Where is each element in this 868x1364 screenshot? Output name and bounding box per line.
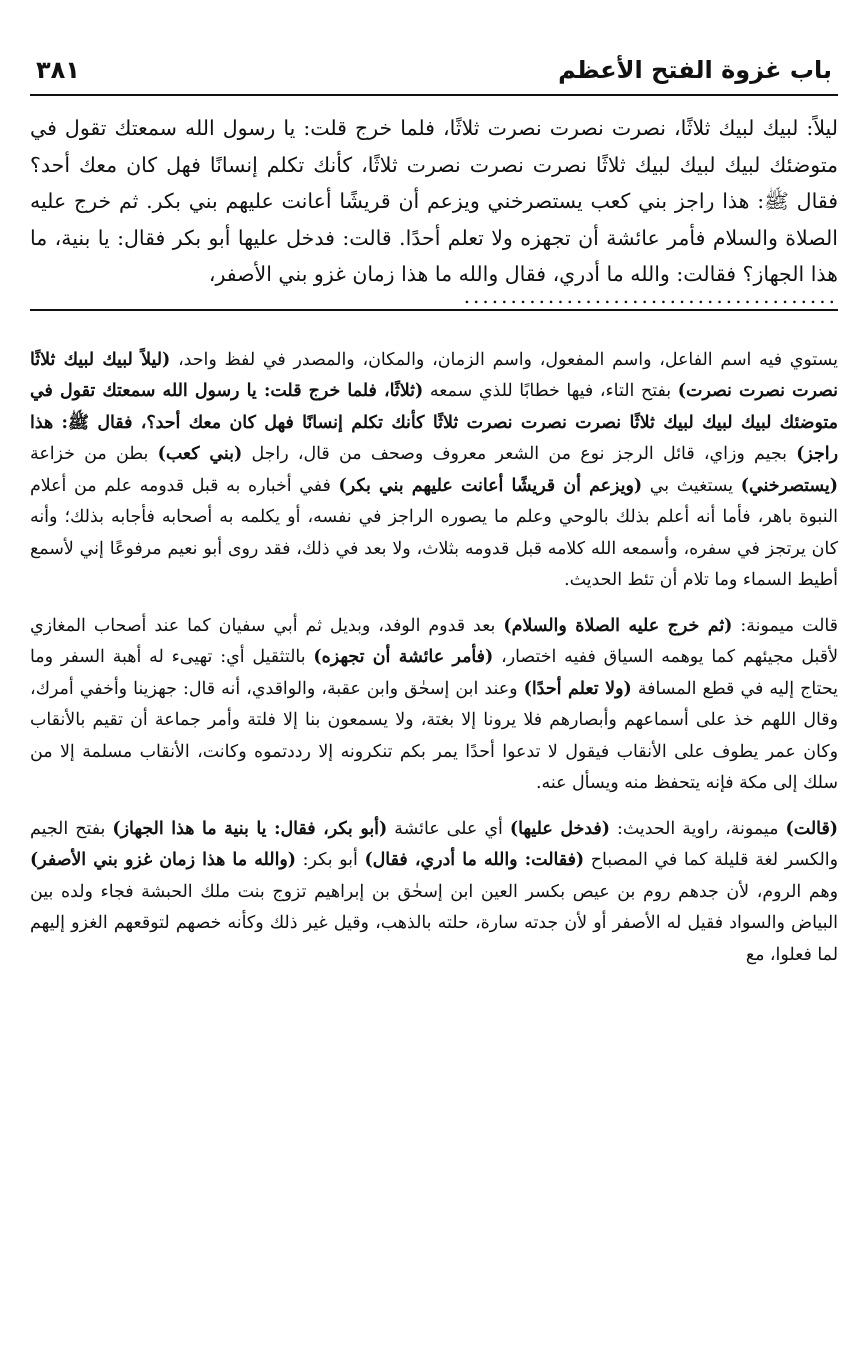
quoted-matn-segment: (ويزعم أن قريشًا أعانت عليهم بني بكر) bbox=[338, 475, 643, 496]
commentary-paragraph bbox=[30, 814, 838, 972]
quoted-matn-segment: (ولا تعلم أحدًا) bbox=[523, 678, 632, 699]
commentary-segment: يستوي فيه اسم الفاعل، واسم المفعول، واسم الزمان، والمكان، والمصدر في لفظ واحد، bbox=[170, 349, 838, 370]
quoted-matn-segment: (فقالت: والله ما أدري، فقال) bbox=[364, 850, 585, 870]
quoted-matn-segment: (بني كعب) bbox=[157, 444, 243, 464]
quoted-matn-segment: (يستصرخني) bbox=[740, 475, 838, 496]
chapter-title: باب غزوة الفتح الأعظم bbox=[558, 56, 832, 84]
quoted-matn-segment: (قالت) bbox=[785, 818, 838, 839]
quoted-matn-segment: (ليلاً لبيك لبيك ثلاثًا نصرت نصرت نصرت) bbox=[30, 349, 838, 401]
quoted-matn-segment: (والله ما هذا زمان غزو بني الأصفر) bbox=[30, 850, 297, 870]
quoted-matn-segment: (ثلاثًا، فلما خرج قلت: يا رسول الله سمعتك تقول في متوضئك لبيك لبيك لبيك ثلاثًا نصرت نصرت نصرت ثلاثًا كأنك تكلم إنسانًا فهل كان معك أحد؟، فقال ﷺ: هذا راجز) bbox=[30, 381, 839, 464]
commentary-segment: أي على عائشة bbox=[387, 818, 510, 839]
commentary-paragraph bbox=[30, 345, 838, 597]
commentary-segment: بطن من خزاعة bbox=[30, 444, 158, 464]
commentary bbox=[30, 345, 838, 972]
hadith-text: ليلاً: لبيك لبيك ثلاثًا، نصرت نصرت نصرت ثلاثًا، فلما خرج قلت: يا رسول الله سمعتك تقول في متوضئك لبيك لبيك لبيك ثلاثًا نصرت نصرت نصرت ثلاثًا، كأنك تكلم إنسانًا فهل كان معك أحد؟ فقال ﷺ: هذا راجز بني كعب يستصرخني ويزعم أن قريشًا أعانت عليهم بني بكر. ثم خرج عليه الصلاة والسلام فأمر عائشة أن تجهزه ولا تعلم أحدًا. قالت: فدخل عليها أبو بكر فقال: يا بنية، ما هذا الجهاز؟ فقالت: والله ما أدري، فقال والله ما هذا زمان غزو بني الأصفر، bbox=[30, 116, 838, 286]
commentary-segment: بالتثقيل أي: تهيىء له أهبة السفر وما يحتاج إليه في قطع المسافة bbox=[30, 647, 838, 699]
dotted-separator: ........................................ bbox=[463, 283, 838, 308]
commentary-segment: بعد قدوم الوفد، وبديل ثم أبي سفيان كما عند أصحاب المغازي لأقبل مجيئهم كما يوهمه السياق ففيه اختصار، bbox=[30, 615, 839, 667]
separator-rule bbox=[30, 309, 838, 311]
quoted-matn-segment: (فدخل عليها) bbox=[509, 818, 610, 839]
commentary-segment: ميمونة، راوية الحديث: bbox=[609, 818, 786, 839]
page-header bbox=[30, 48, 838, 96]
commentary-segment: وهم الروم، لأن جدهم روم بن عيص بكسر العين ابن إسحٰق بن إبراهيم تزوج بنت ملك الحبشة فجاء ولده بين البياض والسواد فقيل له الأصفر أو لأن جدته سارة، حلته بالذهب، وقيل غير ذلك وكأنه خصهم لتوقعهم الغزو إليهم لما فعلوا، مع bbox=[30, 881, 838, 965]
commentary-segment: وعند ابن إسحٰق وابن عقبة، والواقدي، أنه قال: جهزينا وأخفي أمرك، وقال اللهم خذ على أسماعهم وأبصارهم فلا يرونا إلا بغتة، ولا يسمعون بنا إلا فلتة وأمر جماعة أن تقيم بالأنقاب وكان عمر يطوف على الأنقاب فيقول لا تدعوا أحدًا يمر بكم تنكرونه إلا رددتموه وكانت، الأنقاب مسلمة إلا من سلك إلى مكة فإنه يتحفظ منه ويسأل عنه. bbox=[30, 678, 838, 793]
commentary-segment: يستغيث بي bbox=[642, 475, 741, 496]
commentary-segment: ففي أخباره به قبل قدومه علم من أعلام النبوة باهر، فأما أنه أعلم بذلك بالوحي وعلم ما يصوره الراجز في نفسه، أو يكلمه به أصحابه فأجابه بذلك؛ وأنه كان يرتجز في سفره، وأسمعه الله كلامه قبل قدومه بثلاث، ولا بعد في ذلك، فقد روى أبو نعيم مرفوعًا إني لأسمع أطيط السماء وما تلام أن تئط الحديث. bbox=[30, 475, 839, 590]
commentary-segment: أبو بكر: bbox=[296, 850, 365, 870]
commentary-segment: قالت ميمونة: bbox=[732, 615, 838, 636]
commentary-segment: بفتح الجيم والكسر لغة قليلة كما في المصباح bbox=[30, 818, 838, 870]
commentary-segment: بجيم وزاي، قائل الرجز نوع من الشعر معروف وصحف من قال، راجل bbox=[242, 444, 797, 464]
quoted-matn-segment: (ثم خرج عليه الصلاة والسلام) bbox=[503, 615, 733, 636]
commentary-paragraph bbox=[30, 611, 838, 800]
page-number: ٣٨١ bbox=[36, 56, 80, 84]
quoted-matn-segment: (أبو بكر، فقال: يا بنية ما هذا الجهاز) bbox=[112, 818, 388, 839]
commentary-segment: بفتح التاء، فيها خطابًا للذي سمعه bbox=[423, 381, 678, 401]
quoted-matn-segment: (فأمر عائشة أن تجهزه) bbox=[313, 647, 494, 667]
